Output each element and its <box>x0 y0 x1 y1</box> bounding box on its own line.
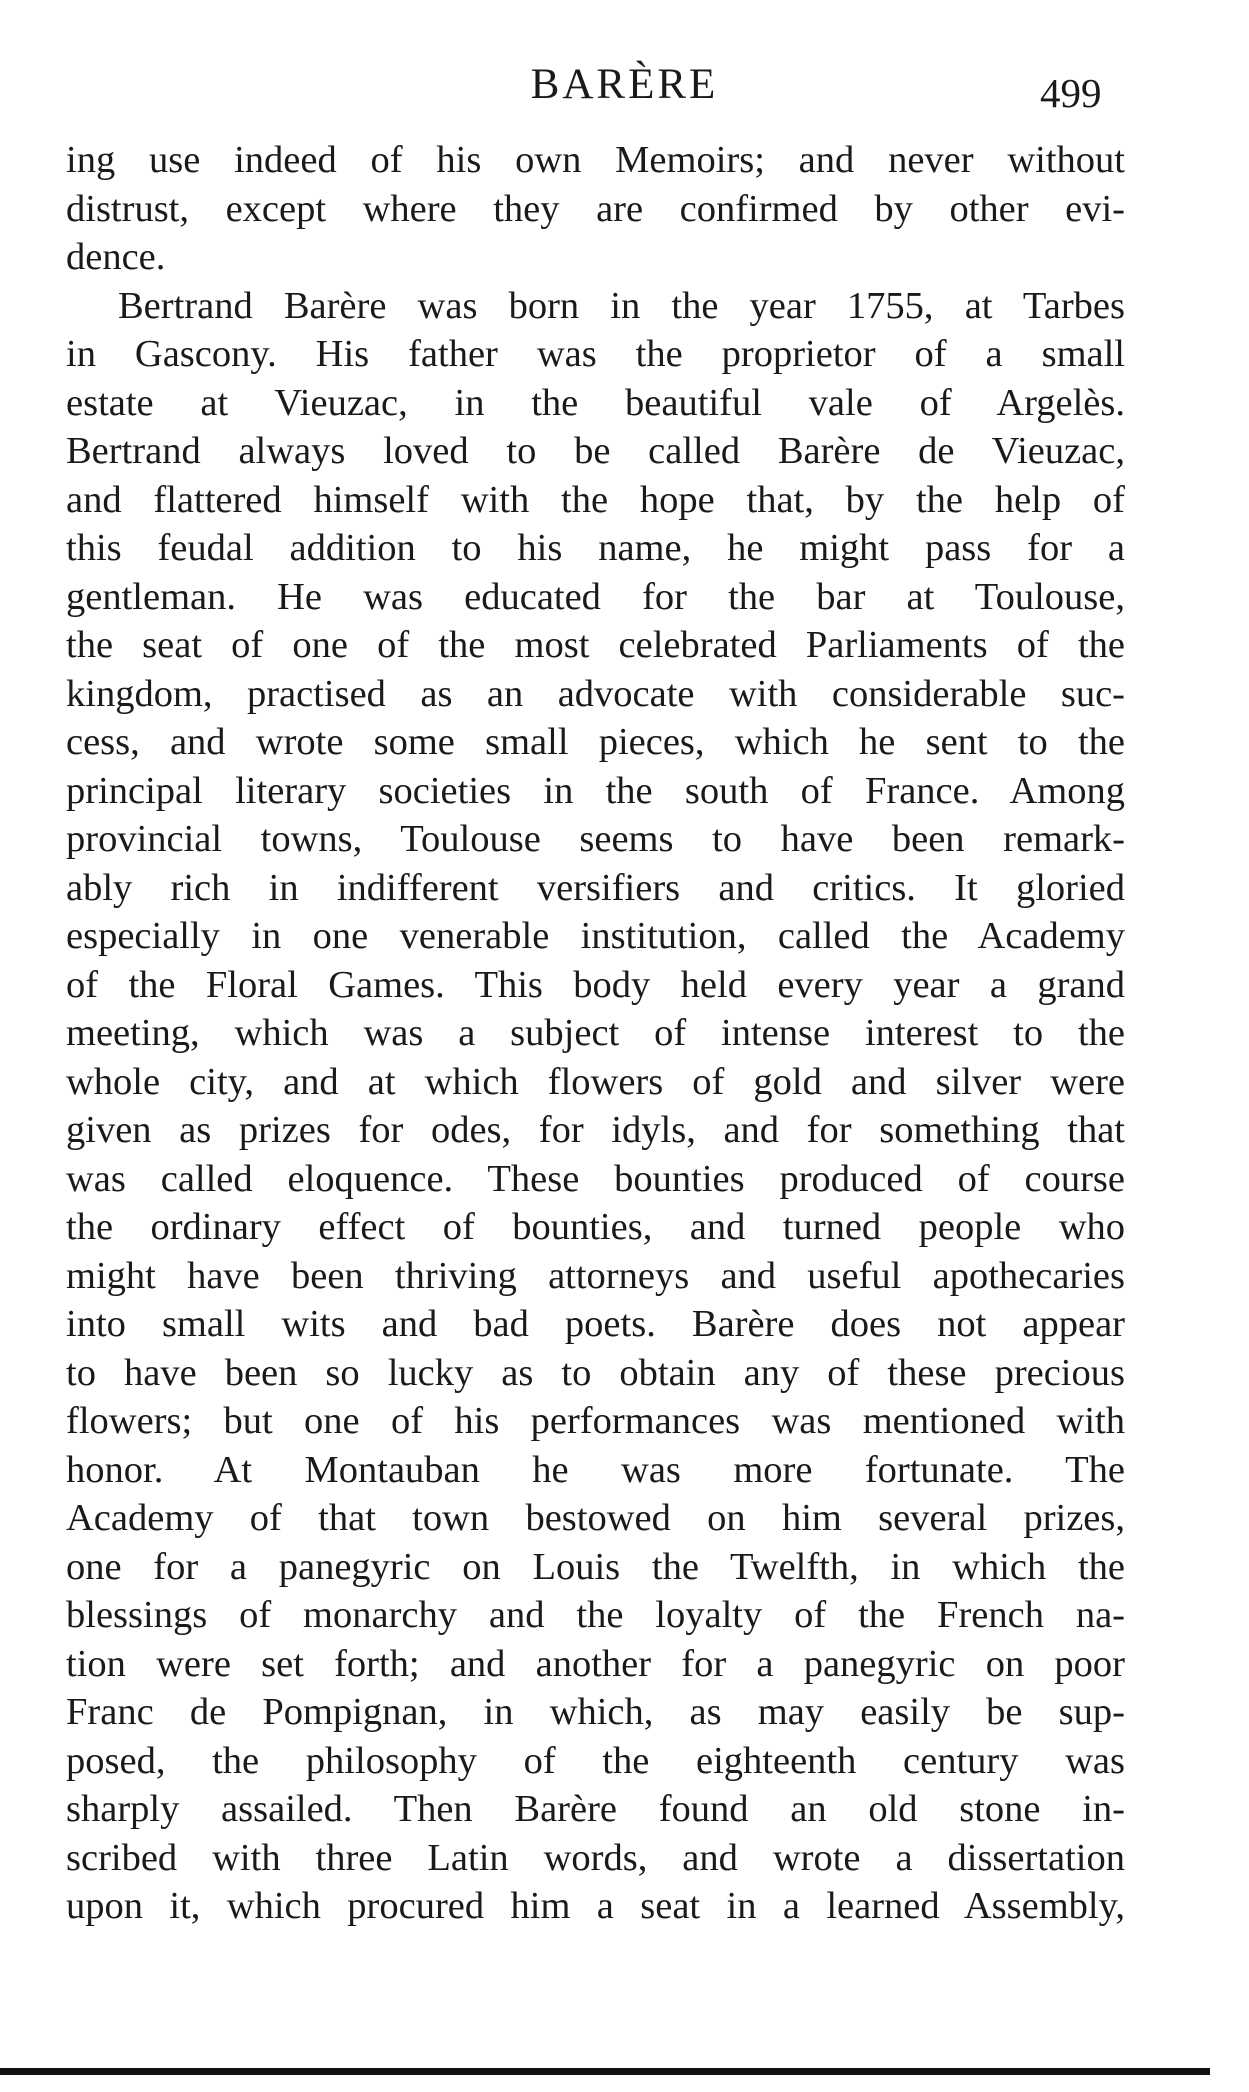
text-line: posed, the philosophy of the eighteenth century was <box>66 1739 1125 1782</box>
text-line: ably rich in indifferent versifiers and critics. It gloried <box>66 866 1125 909</box>
text-line: blessings of monarchy and the loyalty of the French na- <box>66 1594 1125 1636</box>
text-line: provincial towns, Toulouse seems to have been remark- <box>66 818 1125 860</box>
text-line: in Gascony. His father was the proprietor of a small <box>66 333 1125 375</box>
text-line: to have been so lucky as to obtain any of these precious <box>66 1351 1125 1394</box>
text-line: ing use indeed of his own Memoirs; and never without <box>66 139 1125 181</box>
text-line: Academy of that town bestowed on him several prizes, <box>66 1497 1125 1539</box>
text-line: upon it, which procured him a seat in a learned Assembly, <box>66 1885 1125 1927</box>
bottom-rule <box>0 2068 1210 2075</box>
text-line: cess, and wrote some small pieces, which he sent to the <box>66 721 1125 763</box>
text-line: whole city, and at which flowers of gold and silver were <box>66 1060 1125 1103</box>
page-header <box>0 55 1249 115</box>
text-line: this feudal addition to his name, he might pass for a <box>66 527 1125 569</box>
text-line: was called eloquence. These bounties produced of course <box>66 1157 1125 1200</box>
text-line: gentleman. He was educated for the bar at Toulouse, <box>66 575 1125 618</box>
text-line: Franc de Pompignan, in which, as may easily be sup- <box>66 1691 1125 1733</box>
text-line: the seat of one of the most celebrated Parliaments of the <box>66 624 1125 666</box>
text-line: the ordinary effect of bounties, and turned people who <box>66 1206 1125 1248</box>
text-line: tion were set forth; and another for a panegyric on poor <box>66 1642 1125 1685</box>
text-line: might have been thriving attorneys and useful apothecaries <box>66 1254 1125 1297</box>
text-line: honor. At Montauban he was more fortunate. The <box>66 1448 1125 1491</box>
text-line: distrust, except where they are confirmed by other evi- <box>66 187 1125 230</box>
page-number: 499 <box>1040 70 1102 116</box>
text-line: flowers; but one of his performances was mentioned with <box>66 1400 1125 1442</box>
paragraph-start-line: Bertrand Barère was born in the year 1755, at Tarbes <box>118 284 1125 327</box>
text-line: into small wits and bad poets. Barère does not appear <box>66 1303 1125 1345</box>
text-line: principal literary societies in the south of France. Among <box>66 769 1125 812</box>
text-line: of the Floral Games. This body held every year a grand <box>66 963 1125 1006</box>
text-line: dence. <box>66 236 166 278</box>
text-line: meeting, which was a subject of intense interest to the <box>66 1012 1125 1054</box>
body-text <box>66 136 1125 1931</box>
text-line: especially in one venerable institution, called the Academy <box>66 915 1125 957</box>
text-line: estate at Vieuzac, in the beautiful vale of Argelès. <box>66 381 1125 424</box>
text-line: kingdom, practised as an advocate with considerable suc- <box>66 672 1125 715</box>
text-line: Bertrand always loved to be called Barère de Vieuzac, <box>66 430 1125 472</box>
text-line: one for a panegyric on Louis the Twelfth, in which the <box>66 1545 1125 1588</box>
running-head: BARÈRE <box>530 61 719 108</box>
text-line: given as prizes for odes, for idyls, and for something that <box>66 1109 1125 1151</box>
text-line: and flattered himself with the hope that, by the help of <box>66 478 1125 521</box>
text-line: sharply assailed. Then Barère found an old stone in- <box>66 1788 1125 1830</box>
text-line: scribed with three Latin words, and wrote a dissertation <box>66 1836 1125 1879</box>
